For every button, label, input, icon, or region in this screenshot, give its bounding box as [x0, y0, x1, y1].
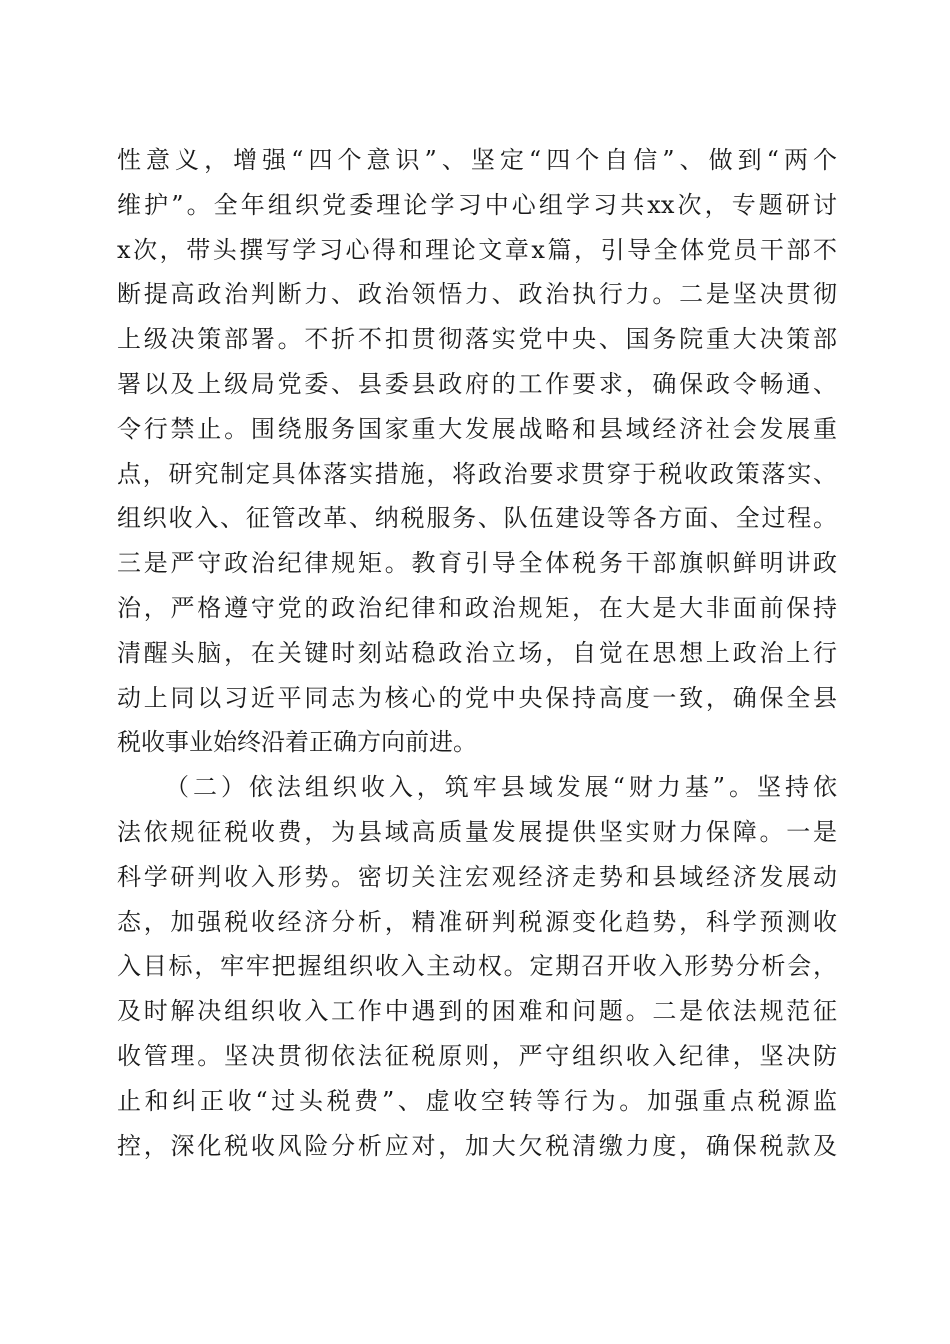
text-line: 止和纠正收“过头税费”、虚收空转等行为。加强重点税源监: [117, 1086, 837, 1115]
text-line: 态，加强税收经济分析，精准研判税源变化趋势，科学预测收: [117, 907, 837, 936]
text-line: x次，带头撰写学习心得和理论文章x篇，引导全体党员干部不: [117, 235, 837, 264]
text-line: 法依规征税收费，为县域高质量发展提供坚实财力保障。一是: [117, 817, 837, 846]
document-body: [117, 138, 837, 1168]
text-line: 收管理。坚决贯彻依法征税原则，严守组织收入纪律，坚决防: [117, 1041, 837, 1070]
text-line: 税收事业始终沿着正确方向前进。: [117, 728, 477, 757]
text-line: 令行禁止。围绕服务国家重大发展战略和县域经济社会发展重: [117, 414, 837, 443]
text-line: 入目标，牢牢把握组织收入主动权。定期召开收入形势分析会，: [117, 952, 837, 981]
text-line: 控，深化税收风险分析应对，加大欠税清缴力度，确保税款及: [117, 1131, 837, 1160]
text-line: 维护”。全年组织党委理论学习中心组学习共xx次，专题研讨: [117, 190, 837, 219]
text-line: 性意义，增强“四个意识”、坚定“四个自信”、做到“两个: [117, 146, 837, 174]
text-line: 上级决策部署。不折不扣贯彻落实党中央、国务院重大决策部: [117, 325, 837, 354]
paragraph-political-discipline: [117, 138, 837, 765]
text-line: 及时解决组织收入工作中遇到的困难和问题。二是依法规范征: [117, 997, 837, 1026]
paragraph-revenue-collection: [117, 765, 837, 1168]
text-line: 断提高政治判断力、政治领悟力、政治执行力。二是坚决贯彻: [117, 280, 837, 309]
text-line: 组织收入、征管改革、纳税服务、队伍建设等各方面、全过程。: [117, 504, 837, 533]
text-line: 三是严守政治纪律规矩。教育引导全体税务干部旗帜鲜明讲政: [117, 549, 837, 578]
text-line: 清醒头脑，在关键时刻站稳政治立场，自觉在思想上政治上行: [117, 638, 837, 667]
text-line: 治，严格遵守党的政治纪律和政治规矩，在大是大非面前保持: [117, 593, 837, 622]
text-line: 署以及上级局党委、县委县政府的工作要求，确保政令畅通、: [117, 369, 837, 398]
text-line: 科学研判收入形势。密切关注宏观经济走势和县域经济发展动: [117, 862, 837, 891]
section-heading-line: （二）依法组织收入，筑牢县域发展“财力基”。坚持依: [165, 773, 837, 802]
text-line: 动上同以习近平同志为核心的党中央保持高度一致，确保全县: [117, 683, 837, 712]
text-line: 点，研究制定具体落实措施，将政治要求贯穿于税收政策落实、: [117, 459, 837, 488]
